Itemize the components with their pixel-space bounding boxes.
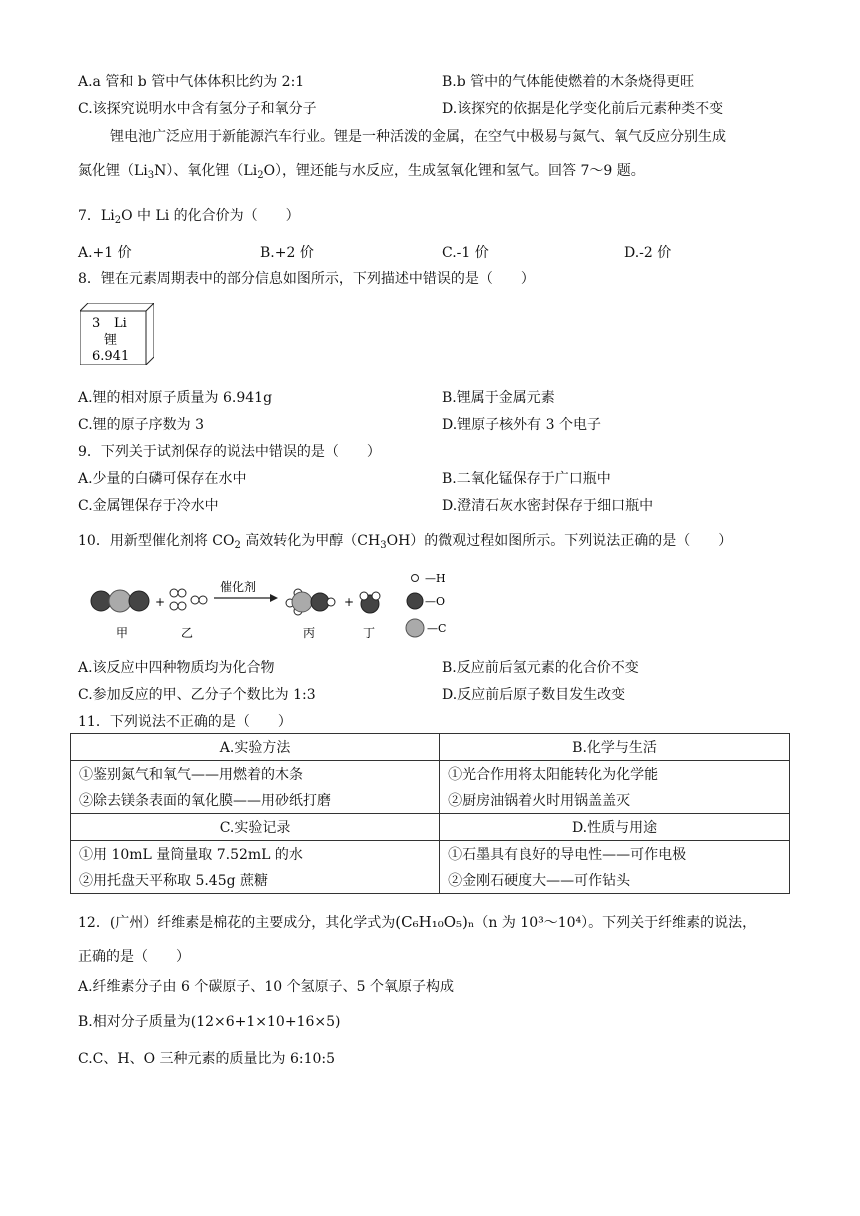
q9-stem: 9．下列关于试剂保存的说法中错误的是（ ） (78, 444, 381, 460)
q12-option-c: C.C、H、O 三种元素的质量比为 6:10:5 (78, 1051, 336, 1067)
q11-d-body: ①石墨具有良好的导电性——可作电极 ②金刚石硬度大——可作钻头 (440, 841, 790, 894)
q9-option-d: D.澄清石灰水密封保存于细口瓶中 (442, 498, 654, 514)
q11-table (70, 733, 790, 894)
q11-stem: 11．下列说法不正确的是（ ） (78, 714, 292, 730)
q11-c-head: C.实验记录 (71, 814, 440, 841)
element-cell-lithium (80, 303, 154, 365)
q8-stem: 8．锂在元素周期表中的部分信息如图所示，下列描述中错误的是（ ） (78, 271, 535, 287)
q10-stem: 10．用新型催化剂将 $CO_2$ 高效转化为甲醇$(CH_3OH)$的微观过程如图所示。下列说法正确的是（ ） (78, 533, 733, 551)
svg-text:丙: 丙 (303, 626, 316, 640)
svg-text:—O: —O (425, 595, 446, 608)
q10-option-d: D.反应前后原子数目发生改变 (442, 687, 626, 703)
q9-option-c: C.金属锂保存于冷水中 (78, 498, 219, 514)
q8-option-b: B.锂属于金属元素 (442, 390, 555, 406)
q9-option-a: A.少量的白磷可保存在水中 (78, 471, 247, 487)
q7-option-b: B.+2 价 (260, 245, 314, 261)
svg-text:+: + (155, 595, 166, 609)
q12-option-b: B.相对分子质量为(12×6+1×10+16×5) (78, 1014, 341, 1030)
element-symbol: Li (114, 316, 127, 331)
q7-stem: 7．$Li_2O$ 中 Li 的化合价为（ ） (78, 208, 300, 226)
q8-option-d: D.锂原子核外有 3 个电子 (442, 417, 601, 433)
svg-text:—H: —H (425, 572, 446, 585)
atomic-mass: 6.941 (92, 349, 130, 364)
molecule-bing (286, 589, 335, 615)
q8-option-a: A.锂的相对原子质量为 6.941g (78, 390, 273, 406)
q7-option-d: D.-2 价 (624, 245, 672, 261)
q6-option-a: A.a 管和 b 管中气体体积比约为 2:1 (78, 74, 305, 90)
svg-text:+: + (344, 595, 355, 609)
q12-stem-line-1: 12．(广州）纤维素是棉花的主要成分，其化学式为(C₆H₁₀O₅)ₙ（n 为 10³～10⁴）。下列关于纤维素的说法， (78, 913, 757, 931)
q9-option-b: B.二氧化锰保存于广口瓶中 (442, 471, 611, 487)
passage-line-2: 氮化锂$(Li_3N)$、氧化锂$(Li_2O)$，锂还能与水反应，生成氢氧化锂和氢气。回答 7～9 题。 (78, 163, 645, 181)
q6-option-b: B.b 管中的气体能使燃着的木条烧得更旺 (442, 74, 695, 90)
q12-stem-line-2: 正确的是（ ） (78, 949, 190, 965)
q7-option-c: C.-1 价 (442, 245, 489, 261)
q11-a-body: ①鉴别氮气和氧气——用燃着的木条 ②除去镁条表面的氧化膜——用砂纸打磨 (71, 761, 440, 814)
q10-option-c: C.参加反应的甲、乙分子个数比为 1:3 (78, 687, 316, 703)
q8-option-c: C.锂的原子序数为 3 (78, 417, 205, 433)
cellulose-formula: (C₆H₁₀O₅)ₙ (395, 913, 475, 931)
molecule-yi (170, 589, 207, 610)
molecule-ding (360, 592, 380, 613)
q12-option-a: A.纤维素分子由 6 个碳原子、10 个氢原子、5 个氧原子构成 (78, 979, 454, 995)
q10-option-a: A.该反应中四种物质均为化合物 (78, 660, 275, 676)
svg-text:乙: 乙 (181, 626, 194, 640)
atom-legend (405, 570, 465, 642)
q10-option-b: B.反应前后氢元素的化合价不变 (442, 660, 639, 676)
q11-b-body: ①光合作用将太阳能转化为化学能 ②厨房油锅着火时用锅盖盖灭 (440, 761, 790, 814)
q6-option-c: C.该探究说明水中含有氢分子和氧分子 (78, 101, 317, 117)
q11-a-head: A.实验方法 (71, 734, 440, 761)
q11-b-head: B.化学与生活 (440, 734, 790, 761)
catalyst-label: 催化剂 (220, 580, 257, 594)
element-name: 锂 (104, 333, 118, 348)
q7-option-a: A.+1 价 (78, 245, 132, 261)
q11-d-head: D.性质与用途 (440, 814, 790, 841)
atomic-number: 3 (92, 316, 101, 331)
svg-text:丁: 丁 (363, 626, 376, 640)
svg-text:—C: —C (427, 622, 447, 635)
q11-c-body: ①用 10mL 量筒量取 7.52mL 的水 ②用托盘天平称取 5.45g 蔗糖 (71, 841, 440, 894)
q6-option-d: D.该探究的依据是化学变化前后元素种类不变 (442, 101, 724, 117)
molecule-jia (91, 590, 149, 612)
svg-text:甲: 甲 (116, 626, 129, 640)
passage-line-1: 锂电池广泛应用于新能源汽车行业。锂是一种活泼的金属，在空气中极易与氮气、氧气反应分别生成 (110, 129, 726, 145)
